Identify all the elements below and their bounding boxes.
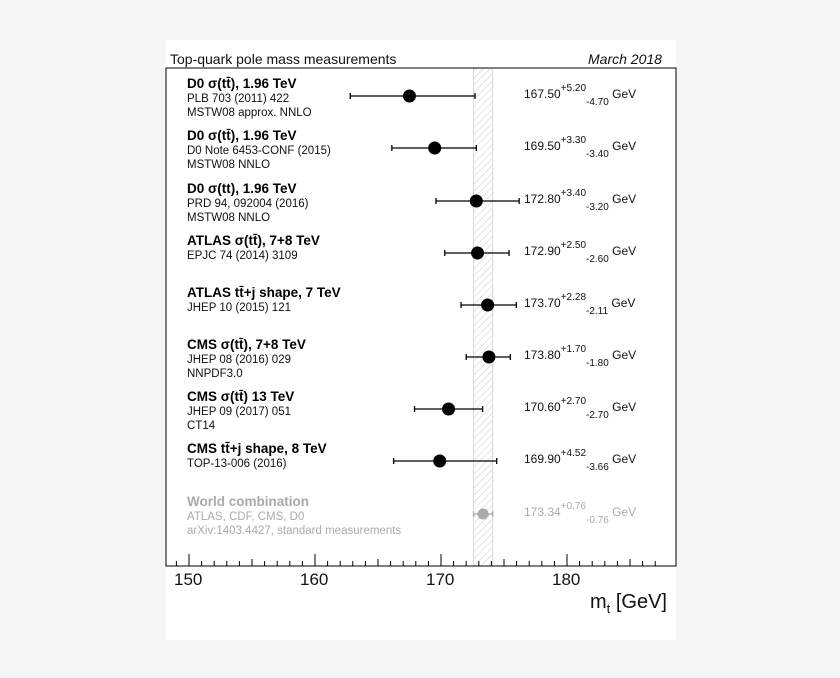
- value-minus: -2.70: [586, 410, 609, 421]
- entry-reference: JHEP 09 (2017) 051: [187, 406, 291, 418]
- entry-reference: CT14: [187, 420, 216, 432]
- value-minus: -3.20: [586, 202, 609, 213]
- value-minus: -1.80: [586, 358, 609, 369]
- value-unit: GeV: [608, 87, 637, 101]
- value-central: 172.80: [524, 192, 561, 206]
- entry-reference: MSTW08 NNLO: [187, 159, 271, 171]
- value-central: 172.90: [524, 244, 561, 258]
- entry-title: D0 σ(tt̄), 1.96 TeV: [187, 128, 297, 143]
- value-minus: -2.60: [586, 254, 609, 265]
- data-point: [470, 195, 483, 208]
- entry-reference: ATLAS, CDF, CMS, D0: [187, 511, 305, 523]
- data-point: [478, 509, 489, 520]
- data-point: [471, 247, 484, 260]
- entry-reference: JHEP 08 (2016) 029: [187, 354, 291, 366]
- entry-reference: MSTW08 approx. NNLO: [187, 107, 312, 119]
- entry-title: CMS σ(tt̄) 13 TeV: [187, 389, 295, 404]
- x-tick-label: 150: [174, 570, 203, 589]
- entry-reference: NNPDF3.0: [187, 368, 243, 380]
- value-unit: GeV: [608, 400, 637, 414]
- entry-reference: JHEP 10 (2015) 121: [187, 302, 291, 314]
- entry-title: World combination: [187, 494, 309, 509]
- entry-value: [524, 292, 636, 317]
- value-central: 173.34: [524, 505, 561, 519]
- entry-value: [524, 240, 637, 265]
- value-minus: -4.70: [586, 97, 609, 108]
- x-axis-title: $m_t$ [GeV]: [590, 591, 667, 616]
- entry-title: CMS tt̄+j shape, 8 TeV: [187, 441, 327, 456]
- data-point: [481, 299, 494, 312]
- entry-value: [524, 448, 637, 473]
- value-minus: -0.76: [586, 515, 609, 526]
- value-plus: +0.76: [560, 501, 587, 512]
- value-plus: +3.40: [560, 188, 587, 199]
- entry-reference: PRD 94, 092004 (2016): [187, 198, 309, 210]
- value-unit: GeV: [608, 296, 636, 310]
- entry-value: [524, 501, 637, 526]
- chart-date: March 2018: [588, 51, 662, 67]
- entry-value: [524, 135, 637, 160]
- value-minus: -2.11: [586, 306, 609, 317]
- data-point: [482, 351, 495, 364]
- value-plus: +5.20: [560, 83, 587, 94]
- entry-value: [524, 188, 637, 213]
- entry-title: D0 σ(tt̄), 1.96 TeV: [187, 76, 297, 91]
- entry-reference: TOP-13-006 (2016): [187, 458, 287, 470]
- value-plus: +3.30: [560, 135, 587, 146]
- value-unit: GeV: [608, 348, 637, 362]
- value-unit: GeV: [608, 139, 637, 153]
- value-plus: +2.28: [560, 292, 587, 303]
- value-minus: -3.66: [586, 462, 609, 473]
- data-point: [428, 142, 441, 155]
- entry-reference: D0 Note 6453-CONF (2015): [187, 145, 331, 157]
- value-central: 169.90: [524, 452, 561, 466]
- data-point: [442, 403, 455, 416]
- value-unit: GeV: [608, 192, 637, 206]
- entry-title: CMS σ(tt̄), 7+8 TeV: [187, 337, 306, 352]
- value-unit: GeV: [608, 505, 637, 519]
- entry-value: [524, 396, 637, 421]
- data-point: [433, 455, 446, 468]
- entry-value: [524, 344, 637, 369]
- value-central: 173.70: [524, 296, 561, 310]
- entry-reference: MSTW08 NNLO: [187, 212, 271, 224]
- entry-reference: PLB 703 (2011) 422: [187, 93, 290, 105]
- entry-title: ATLAS σ(tt̄), 7+8 TeV: [187, 233, 320, 248]
- value-plus: +4.52: [560, 448, 587, 459]
- value-central: 169.50: [524, 139, 561, 153]
- entry-reference: arXiv:1403.4427, standard measurements: [187, 525, 402, 537]
- entry-title: D0 σ(tt), 1.96 TeV: [187, 181, 297, 196]
- data-point: [403, 90, 416, 103]
- entry-title: ATLAS tt̄+j shape, 7 TeV: [187, 285, 341, 300]
- value-unit: GeV: [608, 452, 637, 466]
- entry-value: [524, 83, 637, 108]
- value-central: 173.80: [524, 348, 561, 362]
- value-unit: GeV: [608, 244, 637, 258]
- value-central: 170.60: [524, 400, 561, 414]
- x-tick-label: 180: [552, 570, 581, 589]
- entry-reference: EPJC 74 (2014) 3109: [187, 250, 298, 262]
- value-plus: +2.70: [560, 396, 587, 407]
- combination-band: [474, 68, 493, 566]
- value-central: 167.50: [524, 87, 561, 101]
- x-tick-label: 160: [300, 570, 329, 589]
- x-tick-label: 170: [426, 570, 455, 589]
- value-minus: -3.40: [586, 149, 609, 160]
- value-plus: +2.50: [560, 240, 587, 251]
- chart-title: Top-quark pole mass measurements: [170, 51, 397, 67]
- value-plus: +1.70: [560, 344, 587, 355]
